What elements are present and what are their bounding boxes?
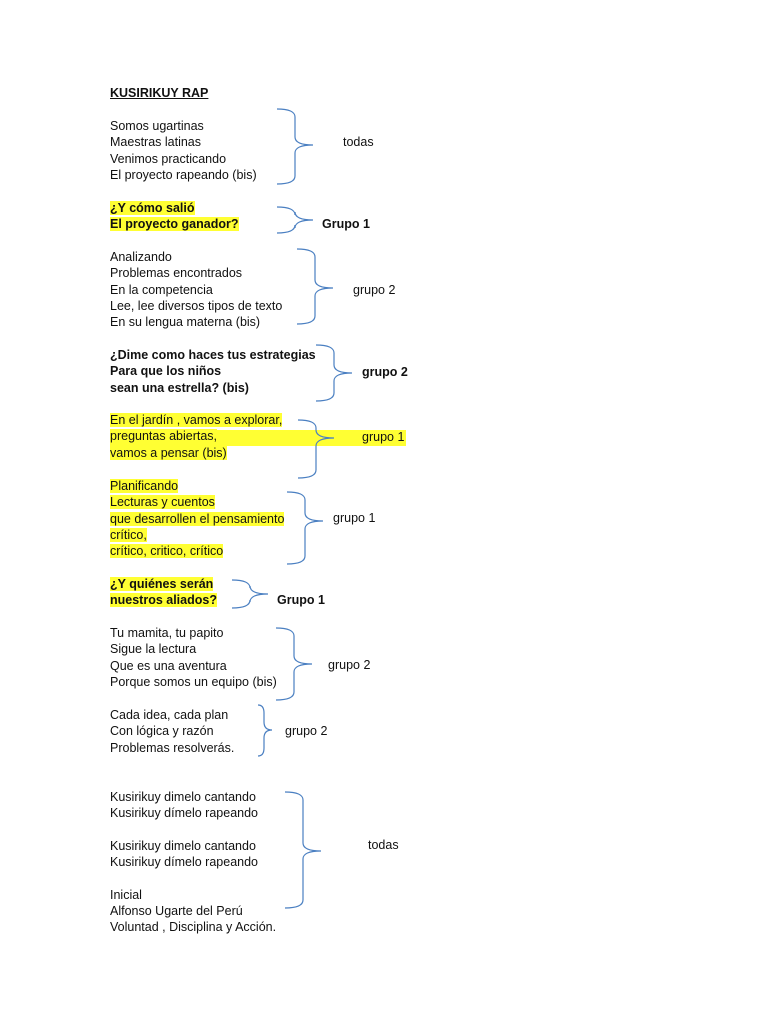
lyric-text: Lecturas y cuentos — [110, 495, 215, 510]
grouping-brace — [272, 626, 312, 702]
stanza-6 — [110, 478, 670, 559]
lyric-text: Somos ugartinas — [110, 119, 204, 133]
grouping-brace — [294, 418, 334, 480]
lyric-text: ¿Dime como haces tus estrategias — [110, 348, 316, 362]
lyric-text: Kusirikuy dimelo cantando — [110, 790, 256, 804]
grouping-brace — [273, 107, 313, 186]
stanza-9 — [110, 707, 670, 756]
lyric-line — [110, 200, 670, 216]
lyric-text: Lee, lee diversos tipos de texto — [110, 298, 283, 313]
brace-path — [276, 628, 312, 700]
group-label: grupo 1 — [333, 511, 376, 525]
lyric-line — [110, 347, 670, 363]
lyric-text: Con lógica y razón — [110, 724, 214, 739]
lyric-text: ¿Y cómo salió — [110, 201, 195, 215]
group-label: grupo 1 — [362, 430, 405, 444]
lyric-text: Venimos practicando — [110, 151, 227, 166]
lyric-text: sean una estrella? (bis) — [110, 380, 249, 395]
grouping-brace — [273, 205, 313, 235]
lyric-line — [110, 658, 670, 674]
lyric-line — [110, 887, 670, 903]
lyric-line — [110, 249, 670, 265]
lyric-text: preguntas abiertas, — [110, 429, 218, 444]
lyric-text: En el jardín , vamos a explorar, — [110, 413, 283, 427]
lyric-line — [110, 707, 670, 723]
lyric-text: En su lengua materna (bis) — [110, 315, 261, 330]
brace-path — [287, 492, 323, 564]
lyric-line — [110, 118, 670, 134]
stanza-10 — [110, 789, 670, 936]
lyric-text: Que es una aventura — [110, 658, 227, 673]
lyric-text: crítico, critico, crítico — [110, 544, 224, 559]
lyric-line — [110, 445, 670, 461]
lyric-line — [110, 511, 670, 527]
lyric-text: crítico, — [110, 527, 147, 542]
lyric-line — [110, 543, 670, 559]
lyric-line — [110, 151, 670, 167]
lyric-line — [110, 412, 670, 428]
lyric-line — [110, 494, 670, 510]
lyric-line — [110, 805, 670, 821]
lyric-text: nuestros aliados? — [110, 593, 217, 608]
lyric-line — [110, 380, 670, 396]
lyric-line — [110, 576, 670, 592]
lyric-line — [110, 265, 670, 281]
grouping-brace — [281, 790, 321, 910]
brace-path — [285, 792, 321, 908]
lyric-text: Voluntad , Disciplina y Acción. — [110, 920, 277, 935]
lyric-text: Alfonso Ugarte del Perú — [110, 904, 243, 919]
lyric-line — [110, 854, 670, 870]
lyric-text: que desarrollen el pensamiento — [110, 511, 285, 526]
lyric-line — [110, 314, 670, 330]
lyric-line — [110, 478, 670, 494]
lyric-line — [110, 641, 670, 657]
lyric-text: Kusirikuy dimelo cantando — [110, 838, 256, 853]
stanza-8 — [110, 625, 670, 690]
lyric-line — [110, 298, 670, 314]
grouping-brace — [254, 703, 294, 758]
group-label: Grupo 1 — [277, 593, 325, 607]
grouping-brace — [293, 247, 333, 326]
group-label: grupo 2 — [353, 283, 396, 297]
lyric-line — [110, 822, 670, 838]
song-title: KUSIRIKUY RAP — [110, 86, 209, 100]
lyric-line — [110, 740, 670, 756]
brace-path — [258, 705, 272, 756]
lyric-text: El proyecto ganador? — [110, 217, 239, 232]
lyric-text: Planificando — [110, 479, 179, 493]
lyric-text: ¿Y quiénes serán — [110, 577, 214, 591]
lyric-line — [110, 167, 670, 183]
brace-path — [298, 420, 334, 478]
stanza-2 — [110, 200, 670, 233]
lyric-line — [110, 723, 670, 739]
brace-path — [316, 345, 352, 401]
group-label: todas — [368, 838, 399, 852]
stanza-7 — [110, 576, 670, 609]
stanza-1 — [110, 118, 670, 183]
lyric-text: Inicial — [110, 887, 142, 902]
lyric-line — [110, 870, 670, 886]
group-label: grupo 2 — [362, 365, 408, 379]
lyric-text: Para que los niños — [110, 364, 222, 379]
group-label: Grupo 1 — [322, 217, 370, 231]
grouping-brace — [228, 578, 268, 610]
group-label: grupo 2 — [285, 724, 328, 738]
lyric-text: Kusirikuy dímelo rapeando — [110, 855, 258, 870]
lyric-line — [110, 592, 670, 608]
lyric-text: Cada idea, cada plan — [110, 708, 229, 722]
lyric-text: Kusirikuy dímelo rapeando — [110, 806, 258, 821]
brace-path — [277, 109, 313, 184]
lyric-line — [110, 674, 670, 690]
lyric-line — [110, 903, 670, 919]
brace-path — [297, 249, 333, 324]
lyric-line — [110, 216, 670, 232]
grouping-brace — [312, 343, 352, 403]
lyric-text: Tu mamita, tu papito — [110, 626, 224, 640]
lyric-text: vamos a pensar (bis) — [110, 445, 227, 460]
lyric-text: Maestras latinas — [110, 135, 202, 150]
grouping-brace — [283, 490, 323, 566]
brace-path — [232, 580, 268, 608]
lyric-line — [110, 527, 670, 543]
lyric-line — [110, 919, 670, 935]
lyric-text: Sigue la lectura — [110, 642, 197, 657]
brace-path — [277, 207, 313, 233]
group-label: grupo 2 — [328, 658, 371, 672]
lyric-line — [110, 134, 670, 150]
lyric-line — [110, 625, 670, 641]
lyric-text: El proyecto rapeando (bis) — [110, 167, 257, 182]
lyric-text: Problemas resolverás. — [110, 740, 235, 755]
lyric-text: Analizando — [110, 250, 172, 264]
lyric-line — [110, 789, 670, 805]
lyric-text: En la competencia — [110, 282, 213, 297]
lyric-text: Problemas encontrados — [110, 266, 243, 281]
group-label: todas — [343, 135, 374, 149]
lyric-text: Porque somos un equipo (bis) — [110, 674, 277, 689]
